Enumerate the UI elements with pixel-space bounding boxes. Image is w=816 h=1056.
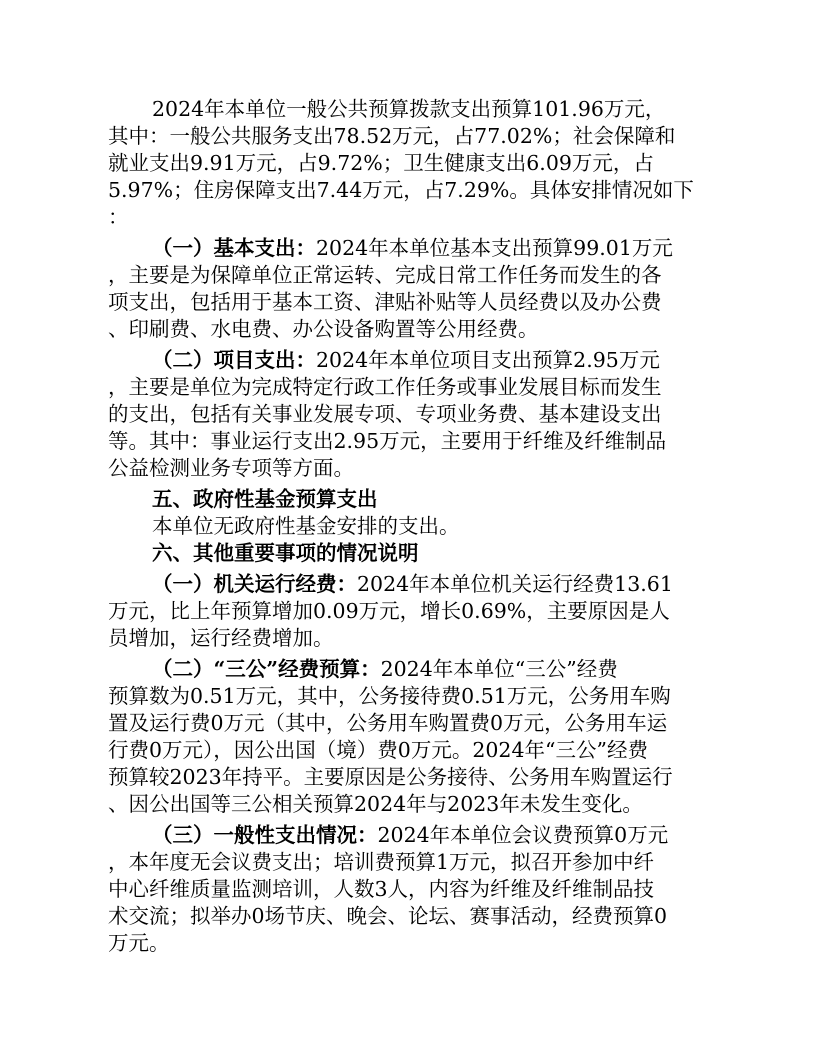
body-line [108,683,671,709]
body-line [108,625,334,651]
body-line [108,849,654,875]
body-line [108,455,354,481]
line-text: 术交流；拟举办0场节庆、晚会、论坛、赛事活动，经费预算0 [108,904,668,928]
section-lead-line [152,571,673,597]
body-line [108,401,662,427]
section-heading: （一）机关运行经费： [152,572,357,596]
body-line [108,262,662,288]
line-text: 万元，比上年预算增加0.09万元，增长0.69%，主要原因是人 [108,599,670,623]
line-text: 预算数为0.51万元，其中，公务接待费0.51万元，公务用车购 [108,684,671,708]
body-line [108,903,667,929]
line-text: 2024年本单位会议费预算0万元 [377,823,669,847]
line-text: 、因公出国等三公相关预算2024年与2023年未发生变化。 [108,792,643,816]
body-line [152,96,665,122]
line-text: 员增加，运行经费增加。 [108,626,334,650]
section-heading: （二）项目支出： [152,348,316,372]
body-line [108,177,694,203]
line-text: 公益检测业务专项等方面。 [108,456,354,480]
line-text: 万元。 [108,931,170,955]
body-line [108,150,654,176]
line-text: 2024年本单位项目支出预算2.95万元 [316,348,660,372]
section-heading: （二）“三公”经费预算： [152,657,381,681]
body-line [108,710,667,736]
body-line [108,204,129,230]
line-text: 等。其中：事业运行支出2.95万元，主要用于纤维及纤维制品 [108,429,667,453]
line-text: ，主要是为保障单位正常运转、完成日常工作任务而发生的各 [108,263,662,287]
section-lead-line [152,235,673,261]
body-line [108,876,654,902]
section-heading: （一）基本支出： [152,236,316,260]
body-line [108,123,675,149]
section-heading: （三）一般性支出情况： [152,823,378,847]
body-line [108,737,648,763]
body-line [108,428,666,454]
section-heading: 五、政府性基金预算支出 [152,487,378,511]
section-title-line [152,486,378,512]
line-text: ： [108,205,129,229]
line-text: 行费0万元），因公出国（境）费0万元。2024年“三公”经费 [108,738,648,762]
section-title-line [152,540,419,566]
section-lead-line [152,822,668,848]
line-text: ，主要是单位为完成特定行政工作任务或事业发展目标而发生 [108,375,662,399]
body-line [108,791,643,817]
line-text: 就业支出9.91万元，占9.72%；卫生健康支出6.09万元，占 [108,151,654,175]
section-lead-line [152,656,618,682]
body-line [108,930,170,956]
body-line [108,764,673,790]
line-text: 、印刷费、水电费、办公设备购置等公用经费。 [108,317,539,341]
line-text: 5.97%；住房保障支出7.44万元，占7.29%。具体安排情况如下 [108,178,694,202]
body-line [152,513,460,539]
line-text: 置及运行费0万元（其中，公务用车购置费0万元，公务用车运 [108,711,668,735]
line-text: 2024年本单位一般公共预算拨款支出预算101.96万元， [152,97,666,121]
section-heading: 六、其他重要事项的情况说明 [152,541,419,565]
body-line [108,374,662,400]
line-text: 2024年本单位“三公”经费 [380,657,618,681]
body-line [108,316,539,342]
line-text: 项支出，包括用于基本工资、津贴补贴等人员经费以及办公费 [108,290,662,314]
line-text: ，本年度无会议费支出；培训费预算1万元，拟召开参加中纤 [108,850,655,874]
line-text: 其中：一般公共服务支出78.52万元，占77.02%；社会保障和 [108,124,676,148]
body-line [108,598,670,624]
section-lead-line [152,347,660,373]
line-text: 2024年本单位机关运行经费13.61 [357,572,673,596]
line-text: 本单位无政府性基金安排的支出。 [152,514,460,538]
line-text: 中心纤维质量监测培训，人数3人，内容为纤维及纤维制品技 [108,877,655,901]
line-text: 预算较2023年持平。主要原因是公务接待、公务用车购置运行 [108,765,673,789]
body-line [108,289,662,315]
line-text: 2024年本单位基本支出预算99.01万元 [316,236,673,260]
line-text: 的支出，包括有关事业发展专项、专项业务费、基本建设支出 [108,402,662,426]
